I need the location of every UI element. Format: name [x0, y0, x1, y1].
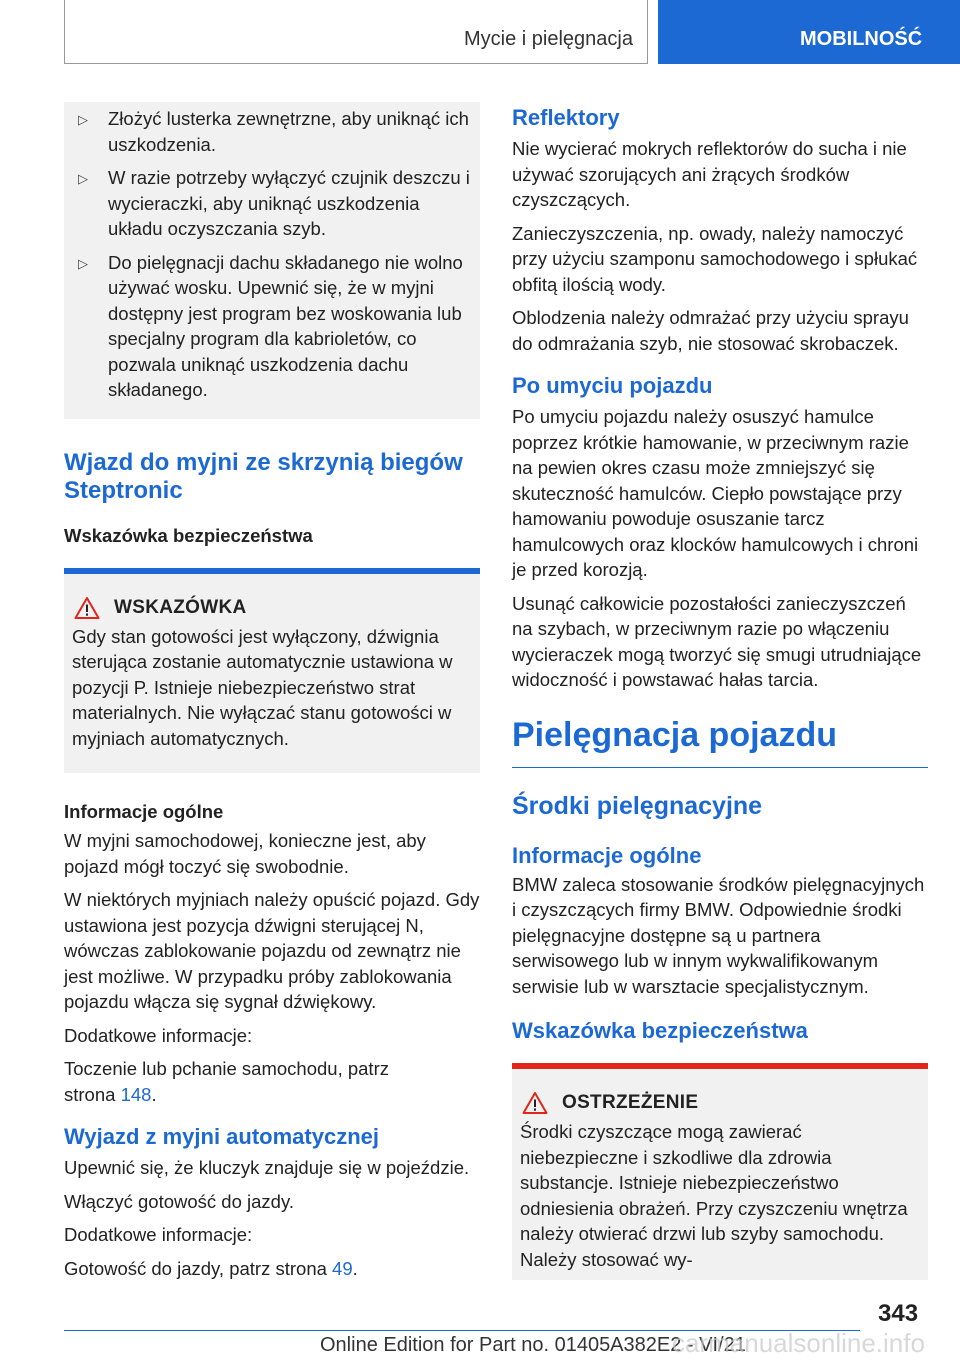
paragraph: Po umyciu pojazdu należy osuszyć hamulce poprzez krótkie hamowanie, w przeciwnym razie na pewien okres czasu może zmniejszyć się skuteczność hamulców. Ciepło powstające przy hamowaniu powoduje osuszanie tarcz hamulcowych oraz klocków hamulcowych i chroni je przed korozją.: [512, 406, 919, 580]
list-item: ▷ W razie potrzeby wyłączyć czujnik deszczu i wycieraczki, aby uniknąć uszkodzenia układu oczyszczania szyb.: [78, 165, 474, 242]
care-heading: Pielęgnacja pojazdu: [512, 715, 928, 768]
paragraph: Dodatkowe informacje:: [64, 1024, 253, 1046]
triangle-bullet-icon: ▷: [78, 171, 88, 186]
chapter-tab: MOBILNOŚĆ: [658, 0, 960, 64]
right-column: [512, 102, 928, 1280]
header-section-box: [64, 0, 648, 64]
edition-text: Online Edition for Part no. 01405A382E2 - VI/21: [320, 1334, 746, 1356]
warning-title: OSTRZEŻENIE: [562, 1092, 699, 1113]
paragraph: Włączyć gotowość do jazdy.: [64, 1190, 294, 1212]
warning-triangle-icon: [522, 1091, 548, 1115]
general-info-heading: Informacje ogólne: [512, 842, 702, 868]
warning-box: [512, 1063, 928, 1280]
safety-heading: Wskazówka bezpieczeństwa: [512, 1018, 808, 1043]
paragraph: Usunąć całkowicie pozostałości zanieczyszczeń na szybach, w przeciwnym razie po włączeniu wycieraczek mogą tworzyć się smugi utrudniające widoczność i powstawać hałas tarcia.: [512, 592, 922, 690]
paragraph: Nie wycierać mokrych reflektorów do sucha i nie używać szorujących ani żrących środków czyszczących.: [512, 138, 907, 210]
paragraph: W myjni samochodowej, konieczne jest, aby pojazd mógł toczyć się swobodnie.: [64, 830, 426, 877]
list-item: ▷ Do pielęgnacji dachu składanego nie wolno używać wosku. Upewnić się, że w myjni dostępny jest program bez woskowania lub specjalny program dla kabrioletów, co pozwala uniknąć uszkodzenia dachu składanego.: [78, 250, 474, 403]
paragraph: Dodatkowe informacje:: [64, 1224, 253, 1245]
notice-text: Gdy stan gotowości jest wyłączony, dźwignia sterująca zostanie automatycznie ustawiona w pozycji P. Istnieje niebezpieczeństwo strat materialnych. Nie wyłączać stanu gotowości w myjniach automatycznych.: [72, 625, 453, 749]
exit-heading: Wyjazd z myjni automatycznej: [64, 1124, 380, 1149]
steptronic-heading: Wjazd do myjni ze skrzynią biegów Steptronic: [64, 448, 463, 504]
headlights-heading: Reflektory: [512, 105, 620, 130]
notice-box: [64, 568, 480, 774]
paragraph: W niektórych myjniach należy opuścić pojazd. Gdy ustawiona jest pozycja dźwigni sterującej N, wówczas zablokowanie pojazdu od zewnątrz nie jest możliwe. W przypadku próby zablokowania pojazdu włącza się sygnał dźwiękowy.: [64, 889, 480, 1012]
safety-heading: Wskazówka bezpieczeństwa: [64, 524, 313, 546]
warning-text: Środki czyszczące mogą zawierać niebezpieczne i szkodliwe dla zdrowia substancje. Istnieje niebezpieczeństwo odniesienia obrażeń. Przy czyszczeniu wnętrza należy otwierać drzwi lub szyby samochodu. Należy stosować wy-: [520, 1121, 908, 1270]
triangle-bullet-icon: ▷: [78, 255, 88, 271]
page-link[interactable]: 49: [332, 1257, 353, 1279]
warning-triangle-icon: [74, 596, 100, 620]
paragraph: Upewnić się, że kluczyk znajduje się w pojeździe.: [64, 1157, 470, 1178]
general-info-heading: Informacje ogólne: [64, 801, 224, 822]
paragraph: Toczenie lub pchanie samochodu, patrz strona 148.: [64, 1058, 389, 1105]
after-wash-heading: Po umyciu pojazdu: [512, 373, 713, 398]
bullet-box: [64, 102, 480, 419]
list-item: ▷ Złożyć lusterka zewnętrzne, aby uniknąć ich uszkodzenia.: [78, 106, 474, 157]
notice-title: WSKAZÓWKA: [114, 596, 247, 618]
triangle-bullet-icon: ▷: [78, 112, 88, 127]
care-products-heading: Środki pielęgnacyjne: [512, 791, 763, 820]
paragraph: Zanieczyszczenia, np. owady, należy namoczyć przy użyciu szamponu samochodowego i spłukać obfitą ilością wody.: [512, 222, 918, 295]
page-number: 343: [878, 1300, 919, 1327]
paragraph: BMW zaleca stosowanie środków pielęgnacyjnych i czyszczących firmy BMW. Odpowiednie środki pielęgnacyjne dostępne są u partnera serwisowego lub w innym wykwalifikowanym serwisie lub w warsztacie specjalistycznym.: [512, 873, 925, 997]
paragraph: Oblodzenia należy odmrażać przy użyciu sprayu do odmrażania szyb, nie stosować skrobaczek.: [512, 307, 909, 354]
page-link[interactable]: 148: [120, 1083, 152, 1105]
section-title: Mycie i pielęgnacja: [464, 28, 633, 50]
paragraph: Gotowość do jazdy, patrz strona 49.: [64, 1257, 358, 1279]
watermark: carmanualsonline.info: [672, 1328, 925, 1358]
left-column: [64, 102, 480, 1289]
